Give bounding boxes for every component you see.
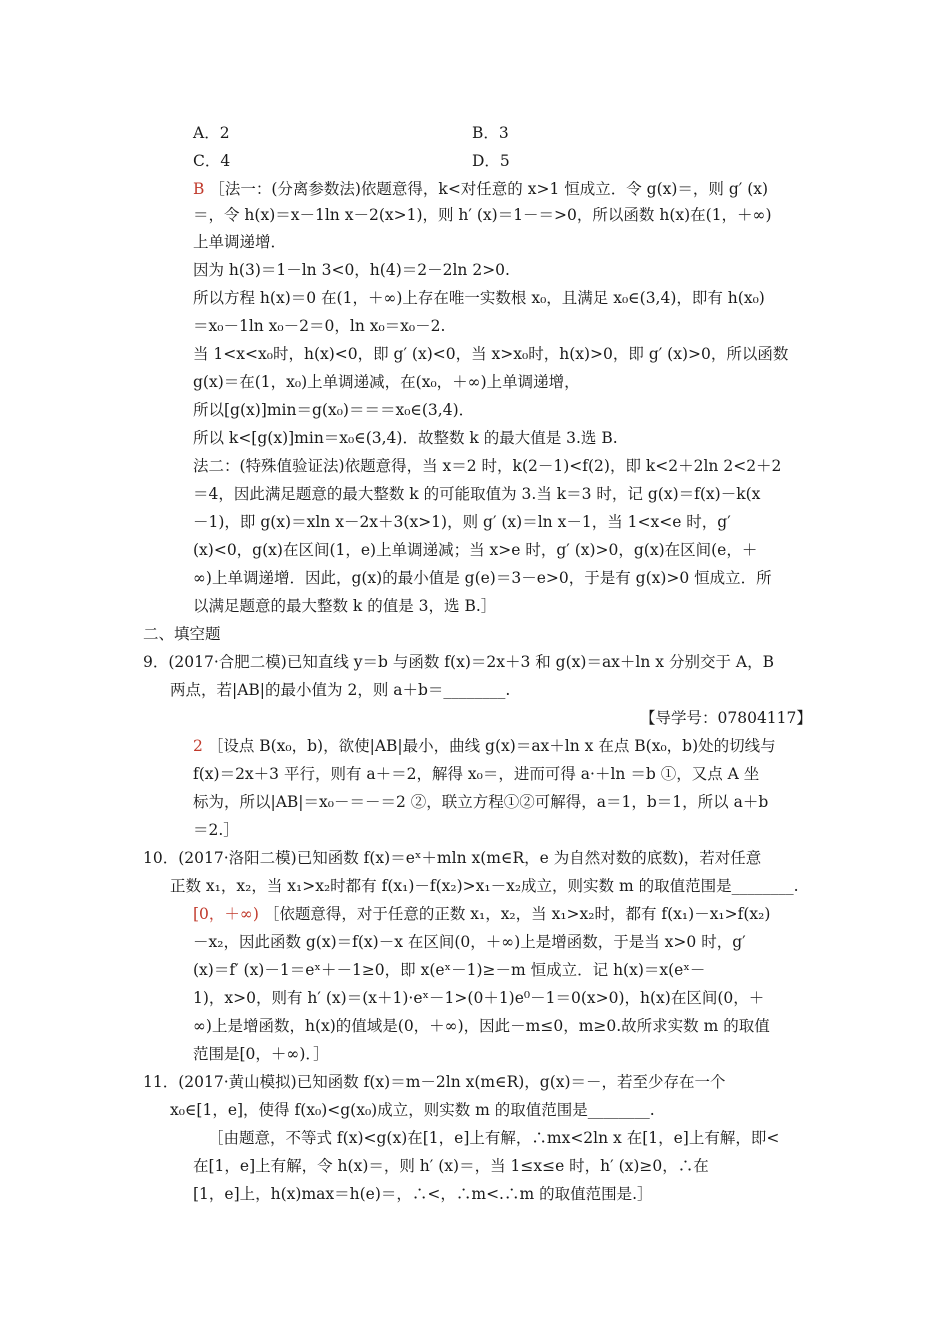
q9-stem-line-0: 9．(2017·合肥二模)已知直线 y＝b 与函数 f(x)＝2x＋3 和 g(x)＝ax＋ln x 分别交于 A，B — [143, 653, 774, 671]
q10-solution-line-0 — [193, 904, 770, 924]
q9-solution-line-3: ＝2.］ — [193, 821, 239, 839]
q11-stem-line-0: 11．(2017·黄山模拟)已知函数 f(x)＝m－2ln x(m∈R)，g(x)＝－，若至少存在一个 — [143, 1073, 726, 1091]
q8-solution-line-11: ＝4，因此满足题意的最大整数 k 的可能取值为 3.当 k＝3 时，记 g(x)＝f(x)－k(x — [193, 485, 761, 503]
q8-solution-line-0 — [193, 179, 768, 199]
q8-solution-line-13: (x)<0，g(x)在区间(1，e)上单调递减；当 x>e 时，g′ (x)>0，g(x)在区间(e，＋ — [193, 541, 758, 559]
q8-solution-line-3: 因为 h(3)＝1－ln 3<0，h(4)＝2－2ln 2>0. — [193, 261, 510, 279]
q9-stem-line-1: 两点，若|AB|的最小值为 2，则 a＋b＝________. — [170, 681, 511, 699]
q8-answer: B — [193, 180, 205, 198]
q9-solution-line-0 — [193, 736, 776, 756]
q9-solution-text: ［设点 B(x₀，b)，欲使|AB|最小，曲线 g(x)＝ax＋ln x 在点 B(x₀，b)处的切线与 — [207, 737, 776, 755]
q8-solution-text: ［法一：(分离参数法)依题意得，k<对任意的 x>1 恒成立．令 g(x)＝，则 g′ (x) — [209, 180, 769, 198]
q8-solution-line-4: 所以方程 h(x)＝0 在(1，＋∞)上存在唯一实数根 x₀，且满足 x₀∈(3,4)，即有 h(x₀) — [193, 289, 765, 307]
q9-guide-number: 【导学号：07804117】 — [640, 709, 812, 727]
q8-solution-line-6: 当 1<x<x₀时，h(x)<0，即 g′ (x)<0，当 x>x₀时，h(x)>0，即 g′ (x)>0，所以函数 — [193, 345, 789, 363]
q10-solution-text: ［依题意得，对于任意的正数 x₁，x₂，当 x₁>x₂时，都有 f(x₁)－x₁>f(x₂) — [263, 905, 771, 923]
q8-solution-line-15: 以满足题意的最大整数 k 的值是 3，选 B.］ — [193, 597, 497, 615]
option-a: A．2 — [193, 124, 230, 142]
q10-solution-line-4: ∞)上是增函数，h(x)的值域是(0，＋∞)，因此－m≤0，m≥0.故所求实数 m 的取值 — [193, 1017, 770, 1035]
q8-solution-line-9: 所以 k<[g(x)]min＝x₀∈(3,4)．故整数 k 的最大值是 3.选 B. — [193, 429, 618, 447]
q8-solution-line-2: 上单调递增． — [193, 233, 287, 251]
q10-solution-line-3: 1)，x>0，则有 h′ (x)＝(x＋1)·eˣ－1>(0＋1)e⁰－1＝0(x>0)，h(x)在区间(0，＋ — [193, 989, 765, 1007]
q10-answer: [0，＋∞) — [193, 905, 259, 923]
q8-solution-line-5: ＝x₀－1ln x₀－2＝0，ln x₀＝x₀－2. — [193, 317, 446, 335]
option-d: D．5 — [472, 152, 510, 170]
q10-solution-line-1: －x₂，因此函数 g(x)＝f(x)－x 在区间(0，＋∞)上是增函数，于是当 x>0 时，g′ — [193, 933, 746, 951]
q11-solution-line-2: [1，e]上，h(x)max＝h(e)＝，∴<，∴m<.∴m 的取值范围是.］ — [193, 1185, 653, 1203]
q9-solution-line-1: f(x)＝2x＋3 平行，则有 a＋＝2，解得 x₀＝，进而可得 a·＋ln ＝b ①，又点 A 坐 — [193, 765, 760, 783]
section-heading: 二、填空题 — [143, 625, 221, 643]
q10-solution-line-2: (x)＝f′ (x)－1＝eˣ＋－1≥0，即 x(eˣ－1)≥－m 恒成立．记 h(x)＝x(eˣ－ — [193, 961, 706, 979]
option-c: C．4 — [193, 152, 231, 170]
q10-solution-line-5: 范围是[0，＋∞)．］ — [193, 1045, 329, 1063]
q10-stem-line-1: 正数 x₁，x₂，当 x₁>x₂时都有 f(x₁)－f(x₂)>x₁－x₂成立，则实数 m 的取值范围是________. — [170, 877, 799, 895]
q11-solution-line-1: 在[1，e]上有解，令 h(x)＝，则 h′ (x)＝，当 1≤x≤e 时，h′ (x)≥0，∴在 — [193, 1157, 709, 1175]
q8-solution-line-8: 所以[g(x)]min＝g(x₀)＝＝＝x₀∈(3,4)． — [193, 401, 475, 419]
q11-stem-line-1: x₀∈[1，e]，使得 f(x₀)<g(x₀)成立，则实数 m 的取值范围是________. — [170, 1101, 655, 1119]
q9-solution-line-2: 标为，所以|AB|＝x₀－＝－＝2 ②，联立方程①②可解得，a＝1，b＝1，所以 a＋b — [193, 793, 769, 811]
q8-solution-line-10: 法二：(特殊值验证法)依题意得，当 x＝2 时，k(2－1)<f(2)，即 k<2＋2ln 2<2＋2 — [193, 457, 782, 475]
q11-solution-line-0: ［由题意，不等式 f(x)<g(x)在[1，e]上有解，∴mx<2ln x 在[1，e]上有解，即< — [208, 1129, 780, 1147]
q9-answer: 2 — [193, 737, 203, 755]
q8-solution-line-1: ＝，令 h(x)＝x－1ln x－2(x>1)，则 h′ (x)＝1－＝>0，所以函数 h(x)在(1，＋∞) — [193, 206, 772, 224]
option-b: B．3 — [472, 124, 509, 142]
q8-solution-line-14: ∞)上单调递增．因此，g(x)的最小值是 g(e)＝3－e>0，于是有 g(x)>0 恒成立．所 — [193, 569, 772, 587]
q8-solution-line-7: g(x)＝在(1，x₀)上单调递减，在(x₀，＋∞)上单调递增， — [193, 373, 580, 391]
q8-solution-line-12: －1)，即 g(x)＝xln x－2x＋3(x>1)，则 g′ (x)＝ln x－1，当 1<x<e 时，g′ — [193, 513, 731, 531]
q10-stem-line-0: 10．(2017·洛阳二模)已知函数 f(x)＝eˣ＋mln x(m∈R，e 为自然对数的底数)，若对任意 — [143, 849, 762, 867]
